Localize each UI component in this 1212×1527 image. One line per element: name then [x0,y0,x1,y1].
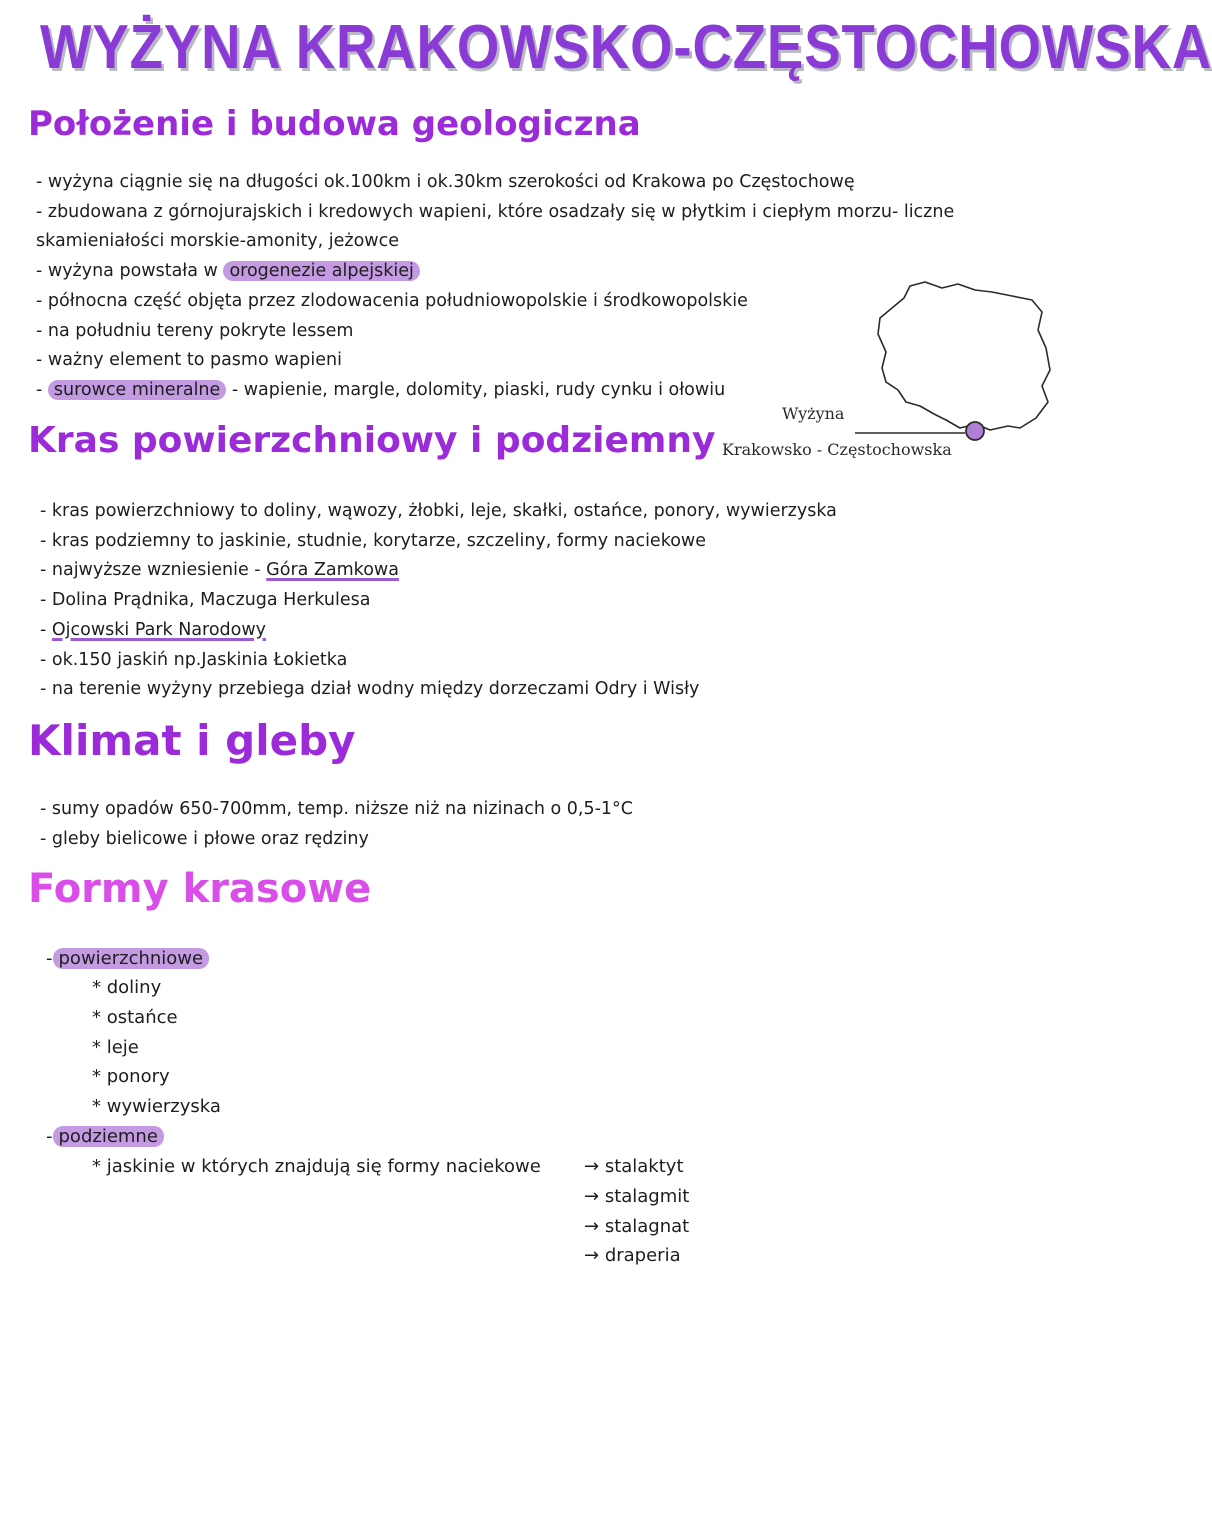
list-item: - na południu tereny pokryte lessem [36,320,354,341]
list-item: * leje [92,1036,139,1058]
klimat-list [40,795,633,854]
section-heading-kras: Kras powierzchniowy i podziemny [28,420,716,461]
poland-map-icon [720,278,1060,448]
list-item: - sumy opadów 650-700mm, temp. niższe niż na nizinach o 0,5-1°C [40,799,633,819]
map-label-line2: Krakowsko - Częstochowska [722,440,952,459]
list-item: - wyżyna ciągnie się na długości ok.100km i ok.30km szerokości od Krakowa po Częstochowę [36,172,855,192]
highlight-orogeneza: orogenezie alpejskiej [223,261,419,281]
list-item: - najwyższe wzniesienie - Góra Zamkowa [40,560,399,581]
list-item: - kras powierzchniowy to doliny, wąwozy, żłobki, leje, skałki, ostańce, ponory, wywierzyska [40,501,837,521]
section-heading-formy: Formy krasowe [28,866,372,912]
list-item: - kras podziemny to jaskinie, studnie, korytarze, szczeliny, formy naciekowe [40,530,706,551]
arrow-item: → stalaktyt [584,1156,684,1177]
highlight-podziemne: podziemne [53,1126,164,1147]
podziemne-label-row: - podziemne [46,1122,164,1152]
map-label-line1: Wyżyna [782,404,845,423]
underline-ojcowski-park: Ojcowski Park Narodowy [51,619,267,640]
list-item: - na terenie wyżyny przebiega dział wodny między dorzeczami Odry i Wisły [40,679,700,700]
list-item: - północna część objęta przez zlodowacenia południowopolskie i środkowopolskie [36,290,748,311]
podziemne-item: * jaskinie w których znajdują się formy naciekowe [92,1156,541,1177]
list-item: * ponory [92,1066,170,1088]
list-item: * wywierzyska [92,1096,221,1118]
list-item: - ok.150 jaskiń np.Jaskinia Łokietka [40,649,348,670]
arrow-item: → draperia [584,1245,681,1267]
arrow-item: → stalagnat [584,1215,690,1237]
page-title: WYŻYNA KRAKOWSKO-CZĘSTOCHOWSKA [40,13,1212,82]
list-item: - surowce mineralne - wapienie, margle, dolomity, piaski, rudy cynku i ołowiu [36,379,726,400]
list-item: - zbudowana z górnojurajskich i kredowych wapieni, które osadzały się w płytkim i ciepłym morzu- liczne skamieniałości morskie-amonity, jeżowce [36,201,955,252]
kras-list [40,497,837,705]
powierzchniowe-list [92,973,221,1122]
list-item: - ważny element to pasmo wapieni [36,350,342,371]
underline-gora-zamkowa: Góra Zamkowa [266,560,399,581]
highlight-surowce: surowce mineralne [48,380,226,400]
naciekowe-list [584,1152,689,1271]
list-item: - Ojcowski Park Narodowy [40,619,267,640]
list-item: - Dolina Prądnika, Maczuga Herkulesa [40,590,371,611]
section-heading-polozenie: Położenie i budowa geologiczna [28,104,641,144]
list-item: * doliny [92,977,162,998]
highlight-powierzchniowe: powierzchniowe [53,948,210,969]
arrow-item: → stalagmit [584,1185,690,1207]
list-item: - wyżyna powstała w orogenezie alpejskiej [36,257,1048,287]
list-item: - gleby bielicowe i płowe oraz rędziny [40,828,369,849]
section-heading-klimat: Klimat i gleby [28,716,356,765]
powierzchniowe-label-row: - powierzchniowe [46,944,209,974]
list-item: * ostańce [92,1006,178,1028]
